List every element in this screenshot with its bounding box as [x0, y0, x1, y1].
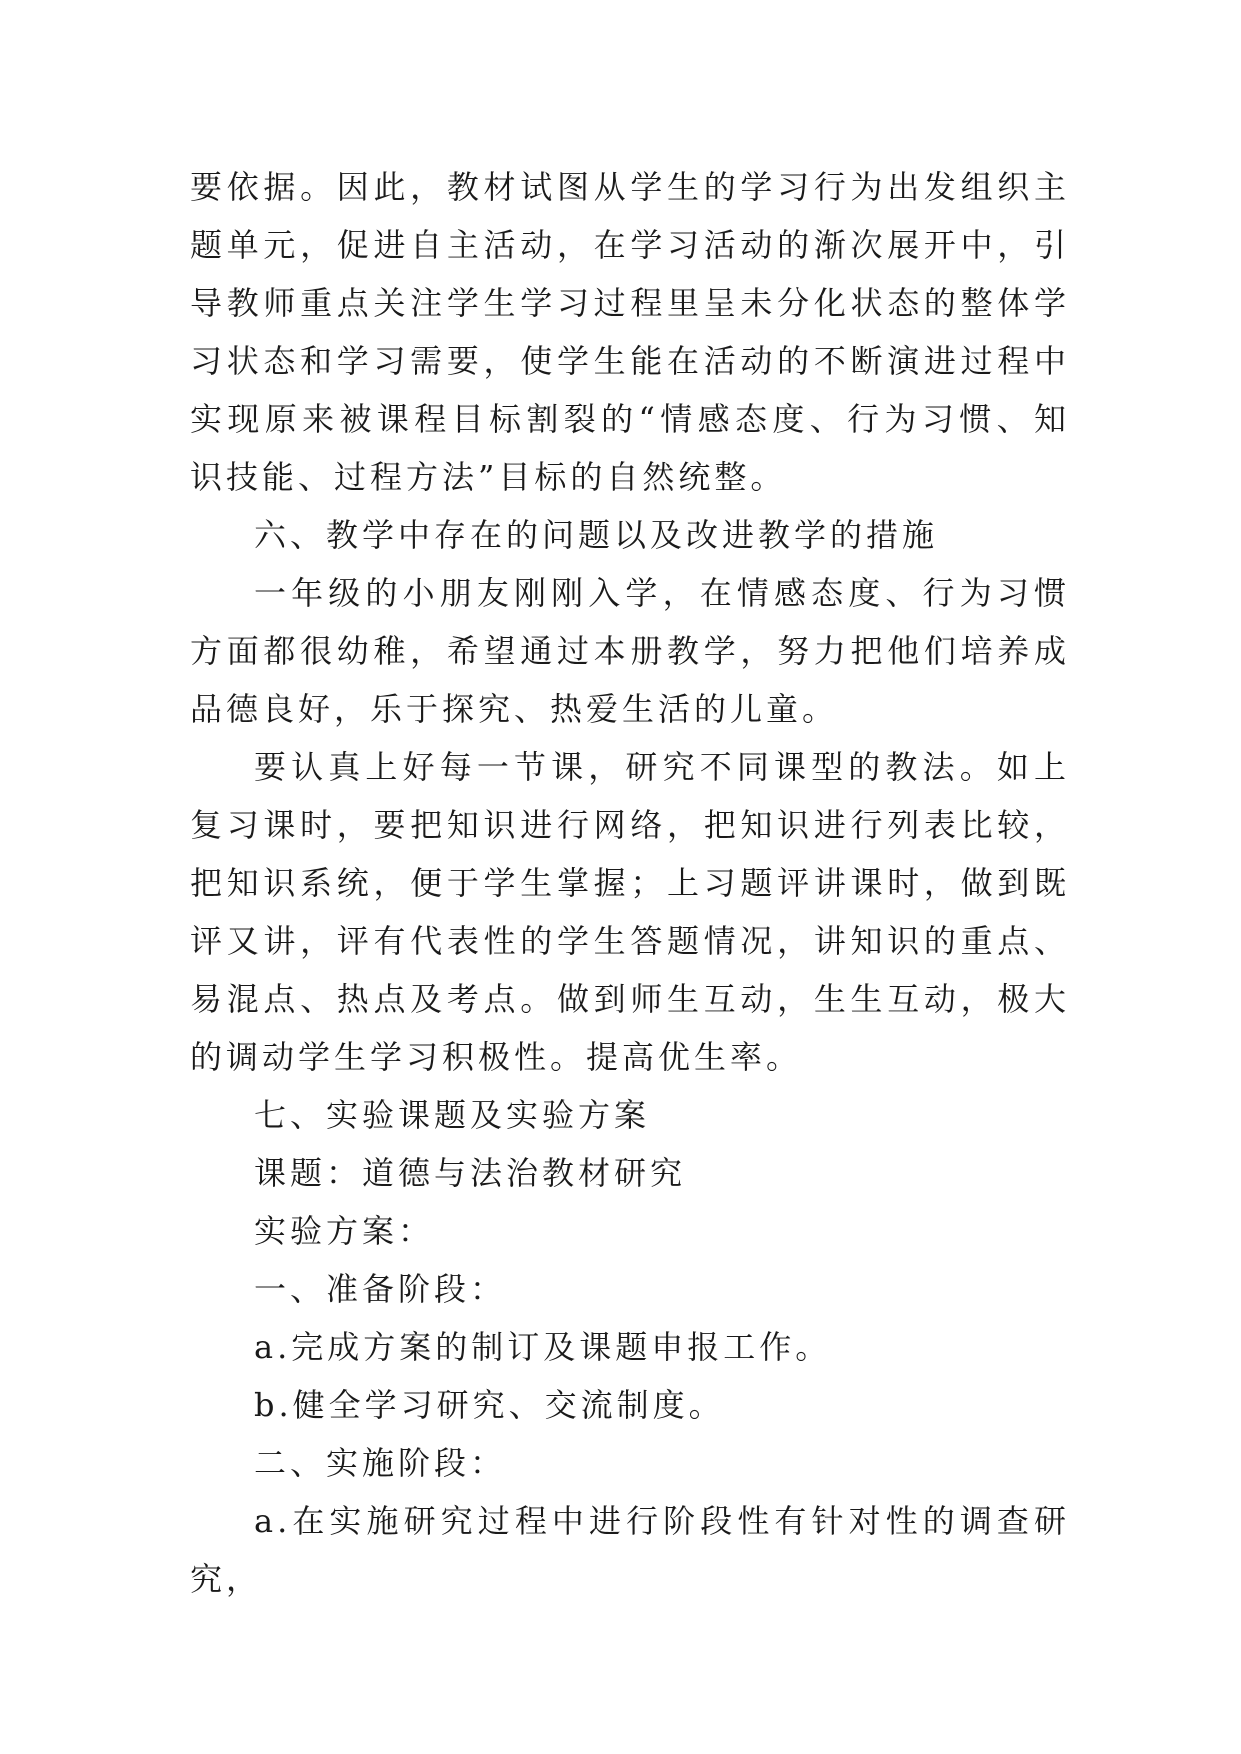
paragraph-3: 一年级的小朋友刚刚入学，在情感态度、行为习惯方面都很幼稚，希望通过本册教学，努力把他们培养成品德良好，乐于探究、热爱生活的儿童。 [190, 574, 1070, 728]
list-item: a.在实施研究过程中进行阶段性有针对性的调查研究， [190, 1502, 1070, 1598]
plan-label: 实验方案： [254, 1212, 435, 1250]
paragraph-4: 要认真上好每一节课，研究不同课型的教法。如上复习课时，要把知识进行网络，把知识进行列表比较，把知识系统，便于学生掌握；上习题评讲课时，做到既评又讲，评有代表性的学生答题情况，讲知识的重点、易混点、热点及考点。做到师生互动，生生互动，极大的调动学生学习积极性。提高优生率。 [190, 748, 1070, 1076]
paragraph-1: 要依据。因此，教材试图从学生的学习行为出发组织主题单元，促进自主活动，在学习活动的渐次展开中，引导教师重点关注学生学习过程里呈未分化状态的整体学习状态和学习需要，使学生能在活动的不断演进过程中实现原来被课程目标割裂的“情感态度、行为习惯、知识技能、过程方法”目标的自然统整。 [190, 168, 1070, 496]
section-heading-6: 六、教学中存在的问题以及改进教学的措施 [254, 516, 939, 554]
stage-heading-1: 一、准备阶段： [254, 1270, 507, 1308]
list-item: b.健全学习研究、交流制度。 [254, 1386, 725, 1424]
topic-line: 课题：道德与法治教材研究 [254, 1154, 687, 1192]
section-heading-7: 七、实验课题及实验方案 [254, 1096, 651, 1134]
list-item: a.完成方案的制订及课题申报工作。 [254, 1328, 832, 1366]
stage-heading-2: 二、实施阶段： [254, 1444, 507, 1482]
document-body [190, 158, 1070, 1608]
